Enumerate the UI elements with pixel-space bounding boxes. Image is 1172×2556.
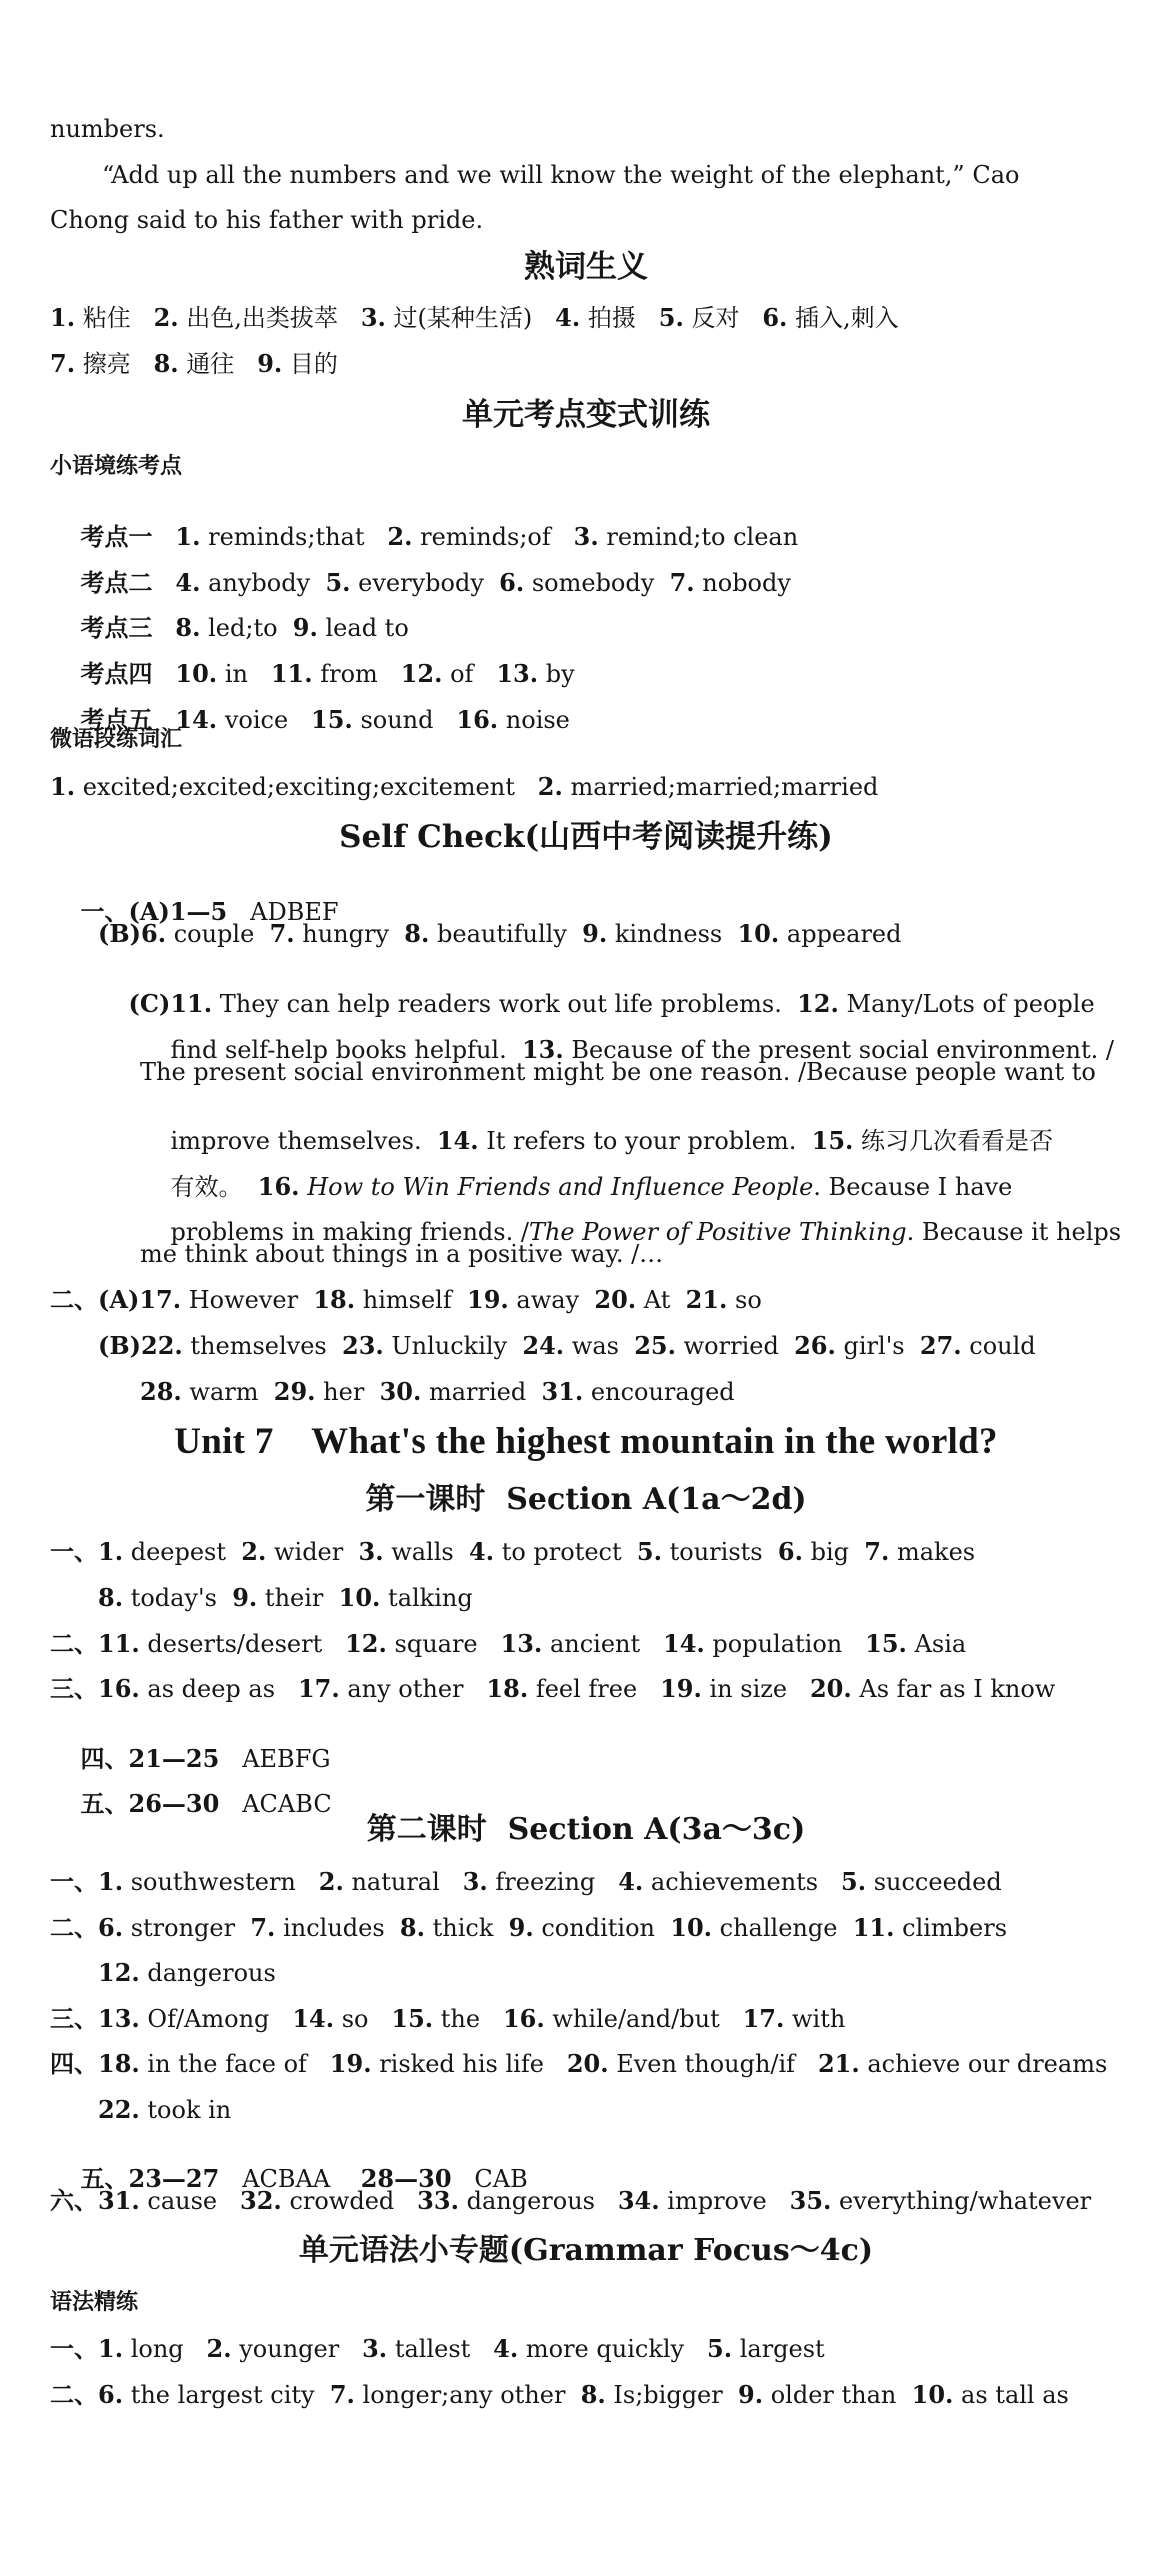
- question-number: 3.: [573, 522, 599, 551]
- answer-text: by: [545, 660, 575, 688]
- answer-text: feel free: [535, 1675, 638, 1703]
- question-number: 25.: [634, 1331, 676, 1360]
- answer-letters: ACABC: [242, 1790, 332, 1818]
- question-number: 四、18.: [50, 2049, 140, 2078]
- answer-text: from: [320, 660, 378, 688]
- question-number: 14.: [663, 1629, 705, 1658]
- answer-letters: ACBAA: [242, 2165, 331, 2193]
- question-number: 13.: [521, 1035, 564, 1064]
- question-number: 32.: [240, 2186, 282, 2215]
- answer-text: younger: [239, 2335, 340, 2363]
- question-number: 2.: [537, 772, 563, 801]
- answer-text: himself: [362, 1286, 452, 1314]
- question-number: 20.: [809, 1674, 852, 1703]
- question-number: 10.: [737, 919, 780, 948]
- answer-text: makes: [896, 1538, 976, 1566]
- question-number: 14.: [292, 2004, 335, 2033]
- question-number: 8.: [175, 613, 201, 642]
- question-number: 5.: [325, 568, 351, 597]
- answer-text: Of/Among: [147, 2005, 270, 2033]
- answer-text: At: [643, 1286, 671, 1314]
- answer-text: older than: [770, 2381, 897, 2409]
- question-number: 2.: [206, 2334, 232, 2363]
- question-number: 10.: [670, 1913, 713, 1942]
- question-number: 三、13.: [50, 2004, 140, 2033]
- question-number: 4.: [175, 568, 201, 597]
- answer-text: nobody: [702, 569, 791, 597]
- question-number: 4.: [493, 2334, 519, 2363]
- question-number: 33.: [417, 2186, 459, 2215]
- answer-text: encouraged: [590, 1378, 735, 1406]
- kaodian-label: 考点一: [80, 523, 153, 551]
- question-number: (B)22.: [98, 1331, 183, 1360]
- lesson1-row-1: [50, 1537, 976, 1566]
- answer-text: problems in making friends. /: [170, 1218, 529, 1246]
- question-number: 4.: [469, 1537, 495, 1566]
- question-number: 18.: [313, 1285, 356, 1314]
- section-title-grammar: 单元语法小专题(Grammar Focus～4c): [298, 2233, 874, 2268]
- question-number: 8.: [580, 2380, 606, 2409]
- answer-text: took in: [147, 2096, 232, 2124]
- question-number: 19.: [467, 1285, 509, 1314]
- answer-text: lead to: [325, 614, 409, 642]
- question-number: 12.: [797, 989, 839, 1018]
- answer-text: 反对: [691, 304, 740, 332]
- selfcheck-p2-b-2: [140, 1377, 735, 1406]
- answer-text: talking: [388, 1584, 473, 1612]
- question-number: 三、16.: [50, 1674, 140, 1703]
- answer-text: led;to: [208, 614, 278, 642]
- question-number: 11.: [852, 1913, 895, 1942]
- question-number: 6.: [499, 568, 525, 597]
- answer-text: achievements: [650, 1868, 819, 1896]
- answer-text: tourists: [669, 1538, 763, 1566]
- question-number: 1.: [50, 303, 76, 332]
- answer-text: so: [341, 2005, 369, 2033]
- question-range: 23—27: [128, 2164, 220, 2193]
- question-number: 7.: [669, 568, 695, 597]
- answer-text: walls: [391, 1538, 454, 1566]
- question-number: 28.: [140, 1377, 182, 1406]
- question-number: 二、(A)17.: [50, 1285, 182, 1314]
- answer-text: as tall as: [961, 2381, 1069, 2409]
- question-number: 一、1.: [50, 1867, 124, 1896]
- answer-text: 过(某种生活): [393, 304, 533, 332]
- lesson2-row-4b: [98, 2095, 232, 2124]
- question-number: 12.: [98, 1958, 140, 1987]
- question-label: 五、: [80, 1789, 129, 1818]
- answer-text: 粘住: [82, 304, 131, 332]
- answer-text: risked his life: [379, 2050, 544, 2078]
- story-line-2: “Add up all the numbers and we will know the weight of the elephant,” Cao: [102, 161, 1020, 189]
- answer-text: southwestern: [130, 1868, 296, 1896]
- answer-text: wider: [273, 1538, 344, 1566]
- question-number: 19.: [660, 1674, 702, 1703]
- selfcheck-p2-b-1: [98, 1331, 1036, 1360]
- question-number: 一、1.: [50, 2334, 124, 2363]
- answer-text: 练习几次看看是否: [853, 1127, 1054, 1155]
- lesson2-row-6: [50, 2186, 1092, 2215]
- answer-text: succeeded: [873, 1868, 1002, 1896]
- answer-text: with: [792, 2005, 846, 2033]
- question-number: 10.: [338, 1583, 381, 1612]
- selfcheck-c-line-3: The present social environment might be one reason. /Because people want to: [140, 1058, 1096, 1086]
- question-number: 1.: [50, 772, 76, 801]
- answer-text: improve themselves.: [170, 1127, 437, 1155]
- answer-text: her: [323, 1378, 365, 1406]
- question-number: 二、6.: [50, 2380, 124, 2409]
- answer-text: long: [130, 2335, 184, 2363]
- answer-text: Because of the present social environment. /: [563, 1036, 1114, 1064]
- question-number: 16.: [502, 2004, 545, 2033]
- answer-text: everything/whatever: [839, 2187, 1092, 2215]
- question-number: 20.: [594, 1285, 637, 1314]
- question-number: 6.: [777, 1537, 803, 1566]
- question-number: 19.: [329, 2049, 372, 2078]
- answer-text: 拍摄: [587, 304, 636, 332]
- cihui-row: [50, 772, 879, 801]
- lesson2-row-2: [50, 1913, 1008, 1942]
- question-number: 27.: [919, 1331, 962, 1360]
- question-number: 3.: [462, 1867, 488, 1896]
- answer-text: noise: [505, 706, 570, 734]
- question-number: 9.: [508, 1913, 534, 1942]
- answer-text: big: [810, 1538, 849, 1566]
- question-number: 15.: [865, 1629, 907, 1658]
- lesson-title-2: 第二课时 Section A(3a～3c): [366, 1812, 806, 1847]
- question-number: 二、11.: [50, 1629, 140, 1658]
- question-number: 15.: [391, 2004, 434, 2033]
- question-number: 7.: [250, 1913, 276, 1942]
- question-number: 18.: [486, 1674, 529, 1703]
- answer-text: somebody: [531, 569, 655, 597]
- question-number: 9.: [582, 919, 608, 948]
- answer-text: 擦亮: [82, 350, 131, 378]
- answer-text: largest: [739, 2335, 825, 2363]
- question-number: 31.: [541, 1377, 584, 1406]
- selfcheck-p2-a: [50, 1285, 762, 1314]
- answer-text: in size: [709, 1675, 788, 1703]
- question-number: 4.: [618, 1867, 644, 1896]
- grammar-row-1: [50, 2334, 825, 2363]
- question-number: 2.: [153, 303, 179, 332]
- question-number: 14.: [436, 1126, 479, 1155]
- question-number: 23.: [342, 1331, 384, 1360]
- answer-text: find self-help books helpful.: [170, 1036, 522, 1064]
- answer-text: improve: [667, 2187, 767, 2215]
- question-number: 8.: [399, 1913, 425, 1942]
- answer-text: themselves: [190, 1332, 327, 1360]
- answer-text: population: [712, 1630, 843, 1658]
- answer-text: . Because I have: [813, 1173, 1013, 1201]
- answer-text: Asia: [914, 1630, 967, 1658]
- answer-text: girl's: [843, 1332, 905, 1360]
- answer-text: the largest city: [130, 2381, 315, 2409]
- answer-text: However: [188, 1286, 299, 1314]
- book-title: How to Win Friends and Influence People: [307, 1173, 814, 1201]
- question-range: 26—30: [128, 1789, 220, 1818]
- answer-text: away: [516, 1286, 580, 1314]
- kaodian-label: 考点二: [80, 569, 153, 597]
- question-number: 9.: [292, 613, 318, 642]
- question-number: 21.: [685, 1285, 728, 1314]
- answer-text: today's: [130, 1584, 217, 1612]
- answer-text: so: [735, 1286, 762, 1314]
- question-number: 7.: [864, 1537, 890, 1566]
- question-number: 3.: [362, 2334, 388, 2363]
- section-title-selfcheck: Self Check(山西中考阅读提升练): [339, 819, 833, 855]
- answer-text: 目的: [289, 350, 338, 378]
- answer-text: appeared: [786, 920, 902, 948]
- answer-text: hungry: [302, 920, 390, 948]
- question-number: 8.: [153, 349, 179, 378]
- section-title-shuci: 熟词生义: [524, 249, 648, 285]
- answer-text: reminds;of: [420, 523, 551, 551]
- answer-text: everybody: [358, 569, 484, 597]
- question-number: 26.: [794, 1331, 836, 1360]
- question-number: 3.: [360, 303, 386, 332]
- question-number: 8.: [98, 1583, 124, 1612]
- question-number: 6.: [762, 303, 788, 332]
- unit-title: Unit 7 What's the highest mountain in the world?: [174, 1421, 998, 1462]
- answer-letters: CAB: [474, 2165, 528, 2193]
- question-number: 5.: [658, 303, 684, 332]
- question-number: 16.: [456, 705, 499, 734]
- question-number: 17.: [297, 1674, 340, 1703]
- question-number: 1.: [175, 522, 201, 551]
- lesson2-row-1: [50, 1867, 1002, 1896]
- question-number: 7.: [269, 919, 295, 948]
- question-number: 5.: [841, 1867, 867, 1896]
- question-label: 五、: [80, 2164, 129, 2193]
- question-range: 28—30: [360, 2164, 452, 2193]
- lesson-title-1: 第一课时 Section A(1a～2d): [365, 1482, 807, 1517]
- question-number: 13.: [500, 1629, 543, 1658]
- question-number: 16.: [257, 1172, 300, 1201]
- answer-text: anybody: [208, 569, 311, 597]
- lesson1-row-3: [50, 1674, 1056, 1703]
- answer-text: 插入,刺入: [795, 304, 899, 332]
- answer-text: sound: [360, 706, 434, 734]
- answer-text: deserts/desert: [147, 1630, 323, 1658]
- question-number: 2.: [318, 1867, 344, 1896]
- answer-text: as deep as: [147, 1675, 276, 1703]
- question-number: 六、31.: [50, 2186, 140, 2215]
- question-number: 2.: [241, 1537, 267, 1566]
- question-number: 22.: [98, 2095, 140, 2124]
- answer-letters: AEBFG: [242, 1745, 331, 1773]
- question-number: 9.: [738, 2380, 764, 2409]
- question-number: 4.: [555, 303, 581, 332]
- answer-text: 通往: [186, 350, 235, 378]
- shuci-row-1: [50, 303, 899, 332]
- selfcheck-c-line-7: me think about things in a positive way. /…: [140, 1240, 664, 1268]
- kaodian-label: 考点四: [80, 660, 153, 688]
- answer-text: dangerous: [147, 1959, 276, 1987]
- answer-text: includes: [283, 1914, 385, 1942]
- answer-text: They can help readers work out life problems.: [212, 990, 798, 1018]
- question-number: 15.: [811, 1126, 854, 1155]
- answer-text: Even though/if: [616, 2050, 796, 2078]
- lesson2-row-3: [50, 2004, 846, 2033]
- answer-text: their: [264, 1584, 324, 1612]
- answer-text: any other: [347, 1675, 464, 1703]
- answer-text: climbers: [902, 1914, 1008, 1942]
- question-label: 一、(A): [80, 897, 170, 926]
- answer-text: 有效。: [170, 1173, 258, 1201]
- answer-text: deepest: [130, 1538, 226, 1566]
- question-number: 8.: [404, 919, 430, 948]
- kaodian-label: 考点三: [80, 614, 153, 642]
- question-number: 5.: [707, 2334, 733, 2363]
- question-number: 二、6.: [50, 1913, 124, 1942]
- answer-text: married: [428, 1378, 527, 1406]
- question-number: 17.: [742, 2004, 785, 2033]
- answer-text: while/and/but: [552, 2005, 720, 2033]
- lesson1-row-2: [50, 1629, 967, 1658]
- subsection-title-yujing: 小语境练考点: [50, 454, 183, 479]
- answer-text: couple: [173, 920, 255, 948]
- answer-text: natural: [351, 1868, 440, 1896]
- answer-text: It refers to your problem.: [478, 1127, 812, 1155]
- answer-text: stronger: [130, 1914, 236, 1942]
- question-range: 21—25: [128, 1744, 220, 1773]
- question-number: 24.: [522, 1331, 565, 1360]
- answer-text: condition: [541, 1914, 655, 1942]
- question-number: (C)11.: [128, 989, 213, 1018]
- answer-text: As far as I know: [859, 1675, 1056, 1703]
- answer-text: of: [450, 660, 474, 688]
- answer-text: cause: [147, 2187, 218, 2215]
- lesson1-row-1b: [98, 1583, 473, 1612]
- selfcheck-p1-b: [98, 919, 902, 948]
- answer-text: was: [571, 1332, 619, 1360]
- question-number: 13.: [496, 659, 539, 688]
- answer-text: ancient: [549, 1630, 641, 1658]
- question-number: 35.: [789, 2186, 832, 2215]
- answer-text: kindness: [614, 920, 723, 948]
- question-number: 11.: [270, 659, 313, 688]
- subsection-title-grammar: 语法精练: [50, 2290, 139, 2315]
- answer-text: warm: [189, 1378, 259, 1406]
- answer-text: tallest: [394, 2335, 471, 2363]
- answer-text: Many/Lots of people: [838, 990, 1095, 1018]
- answer-text: challenge: [719, 1914, 838, 1942]
- answer-text: Unluckily: [391, 1332, 508, 1360]
- question-number: 34.: [617, 2186, 660, 2215]
- question-number: 5.: [636, 1537, 662, 1566]
- answer-text: square: [394, 1630, 478, 1658]
- story-line-3: Chong said to his father with pride.: [50, 206, 484, 234]
- answer-text: married;married;married: [570, 773, 879, 801]
- answer-text: 出色,出类拔萃: [186, 304, 338, 332]
- question-number: 7.: [329, 2380, 355, 2409]
- answer-text: longer;any other: [362, 2381, 566, 2409]
- answer-text: thick: [432, 1914, 494, 1942]
- answer-text: . Because it helps: [906, 1218, 1122, 1246]
- answer-text: in: [224, 660, 248, 688]
- answer-text: worried: [683, 1332, 779, 1360]
- question-number: 9.: [257, 349, 283, 378]
- answer-letters: ADBEF: [250, 898, 339, 926]
- answer-text: more quickly: [525, 2335, 685, 2363]
- question-number: 12.: [400, 659, 443, 688]
- question-number: 14.: [175, 705, 218, 734]
- answer-text: the: [440, 2005, 481, 2033]
- question-number: 29.: [273, 1377, 316, 1406]
- answer-text: achieve our dreams: [867, 2050, 1108, 2078]
- answer-text: remind;to clean: [606, 523, 799, 551]
- lesson2-row-4: [50, 2049, 1108, 2078]
- question-number: 9.: [232, 1583, 258, 1612]
- question-number: 15.: [311, 705, 353, 734]
- question-number: 3.: [358, 1537, 384, 1566]
- shuci-row-2: [50, 349, 338, 378]
- answer-text: dangerous: [466, 2187, 595, 2215]
- book-title: The Power of Positive Thinking: [528, 1218, 907, 1246]
- question-number: 12.: [345, 1629, 387, 1658]
- question-label: 四、: [80, 1744, 129, 1773]
- grammar-row-2: [50, 2380, 1069, 2409]
- question-number: 20.: [566, 2049, 609, 2078]
- question-number: 2.: [387, 522, 413, 551]
- section-title-danyuan: 单元考点变式训练: [462, 397, 710, 433]
- answer-text: in the face of: [147, 2050, 307, 2078]
- answer-text: excited;excited;exciting;excitement: [82, 773, 515, 801]
- question-number: 10.: [911, 2380, 954, 2409]
- question-number: 30.: [379, 1377, 422, 1406]
- question-number: 10.: [175, 659, 218, 688]
- kaodian-label: 考点五: [80, 706, 153, 734]
- answer-text: crowded: [289, 2187, 395, 2215]
- answer-text: beautifully: [437, 920, 567, 948]
- kaodian-items: [175, 706, 569, 734]
- question-range: 1—5: [169, 897, 228, 926]
- answer-text: voice: [224, 706, 289, 734]
- subsection-title-duanyu: 微语段练词汇: [50, 727, 183, 752]
- answer-text: to protect: [501, 1538, 622, 1566]
- question-number: 7.: [50, 349, 76, 378]
- story-line-1: numbers.: [50, 115, 165, 143]
- question-number: 21.: [817, 2049, 860, 2078]
- question-number: (B)6.: [98, 919, 167, 948]
- question-number: 一、1.: [50, 1537, 124, 1566]
- answer-text: could: [969, 1332, 1036, 1360]
- answer-text: Is;bigger: [613, 2381, 723, 2409]
- answer-text: reminds;that: [208, 523, 365, 551]
- lesson2-row-2b: [98, 1958, 276, 1987]
- answer-text: freezing: [495, 1868, 596, 1896]
